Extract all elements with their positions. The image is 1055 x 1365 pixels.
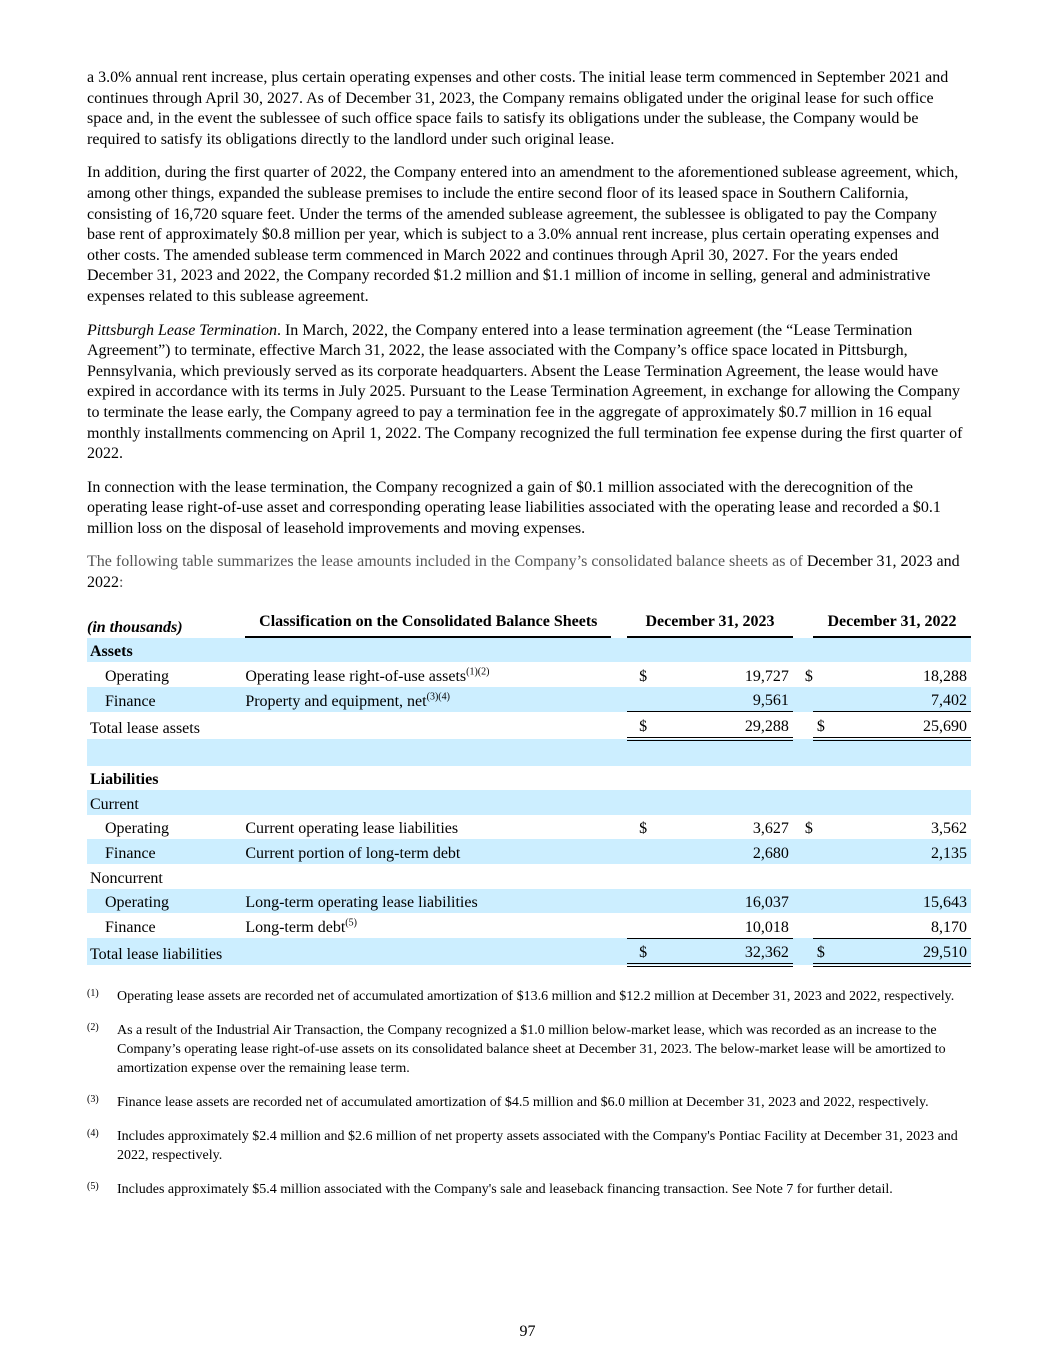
row-label: Finance	[105, 919, 156, 937]
value-2023: 10,018	[744, 918, 789, 936]
row-classification: Current operating lease liabilities	[245, 820, 459, 838]
value-2023: 2,680	[657, 839, 793, 864]
footnote-ref: (5)	[345, 917, 357, 929]
value-2023: 29,288	[657, 712, 793, 739]
intro-dates: December 31, 2023 and 2022	[87, 553, 960, 592]
table-row-total-assets	[87, 712, 971, 739]
currency-symbol: $	[813, 938, 843, 965]
value-2022: 29,510	[843, 938, 971, 965]
col-2023-header: December 31, 2023	[627, 612, 793, 638]
units-header: (in thousands)	[87, 618, 183, 636]
table-row	[87, 662, 971, 687]
row-label: Operating	[87, 889, 245, 914]
currency-symbol: $	[627, 712, 657, 739]
footnote-3	[87, 1093, 967, 1112]
footnote-mark: (3)	[87, 1094, 99, 1106]
table-row-spacer	[87, 739, 971, 766]
row-label: Total lease assets	[90, 720, 200, 738]
table-header-row	[87, 610, 971, 638]
value-2022: 15,643	[843, 889, 971, 914]
table-row-liabilities-label	[87, 766, 971, 791]
footnote-2	[87, 1021, 967, 1078]
table-row	[87, 687, 971, 712]
currency-symbol: $	[639, 820, 648, 838]
paragraph-sublease-original: a 3.0% annual rent increase, plus certain operating expenses and other costs. The initial lease term commenced in September 2021 and continues through April 30, 2027. As of December 31, 2023, the Company remains obligated under the original lease for such office space and, in the event the sublessee of such office space fails to satisfy its obligations under the sublease, the Company would be required to satisfy its obligations directly to the landlord under such original lease.	[87, 69, 949, 148]
paragraph-table-intro	[87, 552, 967, 593]
value-2023: 16,037	[657, 889, 793, 914]
row-label: Finance	[87, 687, 245, 712]
row-classification	[245, 687, 619, 712]
footnote-mark: (4)	[87, 1128, 99, 1140]
table-row-assets-label	[87, 638, 971, 663]
currency-symbol: $	[813, 712, 843, 739]
paragraph-sublease-amendment: In addition, during the first quarter of 2022, the Company entered into an amendment to the aforementioned sublease agreement, which, among other things, expanded the sublease premises to include the entire second floor of its leased space in Southern California, consisting of 16,720 square feet. Under the terms of the amended sublease agreement, the sublessee is obligated to pay the Company base rent of approximately $0.8 million per year, which is subject to a 3.0% annual rent increase, plus certain operating expenses and other costs. The amended sublease term commenced in March 2022 and continues through April 30, 2027. For the years ended December 31, 2023 and 2022, the Company recorded $1.2 million and $1.1 million of income in selling, general and administrative expenses related to this sublease agreement.	[87, 164, 959, 305]
footnotes	[87, 987, 967, 1199]
currency-symbol: $	[804, 667, 813, 685]
footnote-1	[87, 987, 967, 1006]
footnote-mark: (2)	[87, 1022, 99, 1034]
pittsburgh-text: . In March, 2022, the Company entered into a lease termination agreement (the “Lease Termination Agreement”) to terminate, effective March 31, 2022, the lease associated with the Company’s office space located in Pittsburgh, Pennsylvania, which previously served as its corporate headquarters. Absent the Lease Termination Agreement, the lease would have expired in accordance with its terms in July 2025. Pursuant to the Lease Termination Agreement, in exchange for allowing the Company to terminate the lease early, the Company agreed to pay a termination fee in the aggregate of approximately $0.7 million in 16 equal monthly installments commencing on April 1, 2022. The Company recognized the full termination fee expense during the first quarter of 2022.	[87, 321, 963, 463]
footnote-text: Includes approximately $5.4 million associated with the Company's sale and leaseback financing transaction. See Note 7 for further detail.	[117, 1182, 893, 1198]
paragraph-termination-gain: In connection with the lease termination, the Company recognized a gain of $0.1 million associated with the derecognition of the operating lease right-of-use asset and corresponding operating lease liabilities associated with the operating lease and recorded a $0.1 million loss on the disposal of leasehold improvements and moving expenses.	[87, 478, 941, 537]
assets-section-label: Assets	[87, 638, 971, 663]
currency-symbol: $	[627, 938, 657, 965]
pittsburgh-heading: Pittsburgh Lease Termination	[87, 321, 277, 339]
document-page	[87, 68, 967, 1199]
table-row	[87, 839, 971, 864]
value-2022: 25,690	[843, 712, 971, 739]
footnote-text: Includes approximately $2.4 million and $2.6 million of net property assets associated with the Company's Pontiac Facility at December 31, 2023 and 2022, respectively.	[117, 1129, 958, 1164]
row-classification: Long-term operating lease liabilities	[245, 889, 619, 914]
classification-text: Property and equipment, net	[245, 692, 427, 710]
footnote-text: As a result of the Industrial Air Transaction, the Company recognized a $1.0 million below-market lease, which was recorded as an increase to the Company’s operating lease right-of-use assets on its consolidated balance sheet at December 31, 2023. The below-market lease will be amortized to amortization expense over the remaining lease term.	[117, 1023, 946, 1077]
footnote-mark: (1)	[87, 988, 99, 1000]
row-label: Operating	[105, 820, 169, 838]
value-2022: 2,135	[843, 839, 971, 864]
liabilities-section-label: Liabilities	[90, 771, 159, 789]
footnote-ref: (1)(2)	[466, 666, 490, 678]
lease-amounts-table	[87, 610, 971, 968]
row-label: Operating	[105, 667, 169, 685]
currency-symbol: $	[804, 820, 813, 838]
intro-colon: :	[119, 574, 124, 592]
table-row-current-label	[87, 790, 971, 815]
row-classification	[245, 662, 619, 687]
footnote-text: Operating lease assets are recorded net of accumulated amortization of $13.6 million and $12.2 million at December 31, 2023 and 2022, respectively.	[117, 989, 955, 1005]
col-2022-header: December 31, 2022	[813, 612, 971, 638]
table-row-total-liabilities	[87, 938, 971, 965]
footnote-text: Finance lease assets are recorded net of accumulated amortization of $4.5 million and $6.0 million at December 31, 2023 and 2022, respectively.	[117, 1095, 929, 1111]
table-row	[87, 815, 971, 840]
row-classification	[245, 913, 619, 938]
current-subsection-label: Current	[87, 790, 971, 815]
value-2022: 8,170	[931, 918, 967, 936]
value-2023: 19,727	[744, 667, 789, 685]
value-2023: 9,561	[657, 687, 793, 712]
value-2023: 32,362	[657, 938, 793, 965]
value-2023: 3,627	[752, 820, 789, 838]
page-number: 97	[519, 1323, 536, 1340]
value-2022: 7,402	[843, 687, 971, 712]
currency-symbol: $	[639, 667, 648, 685]
row-label: Total lease liabilities	[87, 938, 245, 965]
footnote-5	[87, 1180, 967, 1199]
table-row-noncurrent-label	[87, 864, 971, 889]
classification-header: Classification on the Consolidated Balance Sheets	[245, 612, 611, 638]
value-2022: 18,288	[923, 667, 967, 685]
paragraph-pittsburgh-termination	[87, 321, 967, 465]
footnote-4	[87, 1127, 967, 1165]
intro-text: The following table summarizes the lease amounts included in the Company’s consolidated balance sheets as of	[87, 553, 807, 571]
footnote-ref: (3)(4)	[426, 691, 450, 703]
value-2022: 3,562	[931, 820, 967, 838]
table-row	[87, 913, 971, 938]
row-classification: Current portion of long-term debt	[245, 839, 619, 864]
noncurrent-subsection-label: Noncurrent	[90, 869, 163, 887]
row-label: Finance	[87, 839, 245, 864]
classification-text: Operating lease right-of-use assets	[245, 667, 467, 685]
table-row	[87, 889, 971, 914]
classification-text: Long-term debt	[245, 919, 346, 937]
footnote-mark: (5)	[87, 1181, 99, 1193]
